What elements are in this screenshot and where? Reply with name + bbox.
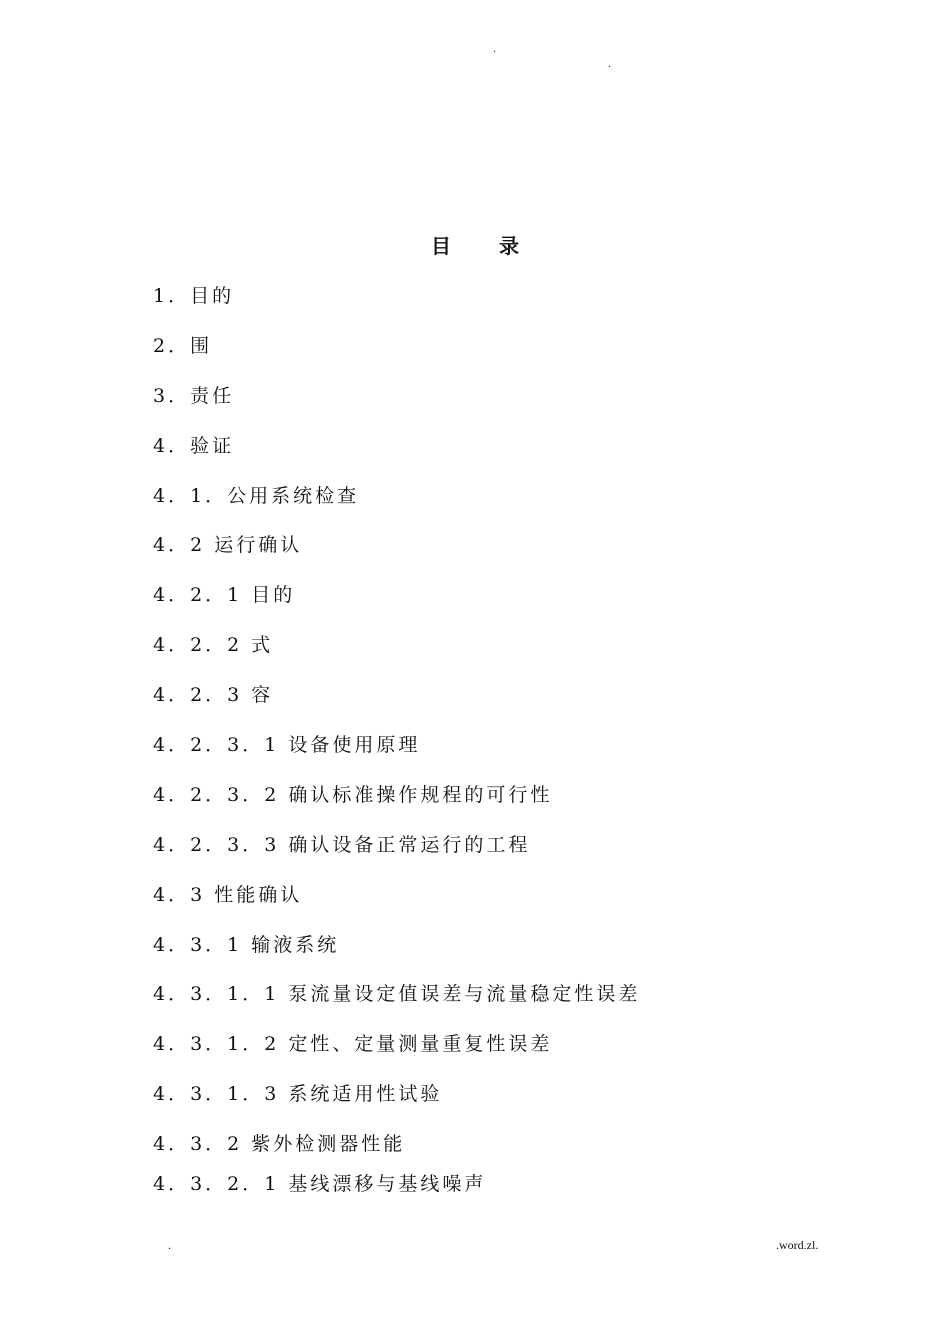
toc-list (153, 283, 640, 1221)
toc-item: 2．围 (153, 334, 213, 357)
toc-item: 4．2 运行确认 (153, 534, 303, 557)
toc-item: 4．2．3 容 (153, 684, 274, 707)
toc-item: 1．目的 (153, 285, 235, 307)
toc-item: 4．2．3．2 确认标准操作规程的可行性 (153, 783, 553, 806)
toc-item: 4．2．2 式 (153, 634, 274, 657)
toc-item: 4．验证 (153, 434, 235, 457)
toc-item: 4．3．1．1 泵流量设定值误差与流量稳定性误差 (153, 983, 641, 1006)
footer-mark-left: . (168, 1238, 171, 1252)
toc-item: 4．1．公用系统检查 (153, 484, 360, 507)
footer-source-mark: .word.zl. (776, 1238, 819, 1252)
toc-item: 3．责任 (153, 384, 235, 407)
toc-item: 4．2．1 目的 (153, 584, 296, 607)
toc-item: 4．2．3．3 确认设备正常运行的工程 (153, 833, 531, 856)
toc-item: 4．3．1．2 定性、定量测量重复性误差 (153, 1033, 553, 1056)
toc-item: 4．3．1 输液系统 (153, 933, 340, 956)
toc-item: 4．3．2 紫外检测器性能 (153, 1133, 406, 1156)
header-mark-left: . (493, 41, 496, 55)
toc-item: 4．2．3．1 设备使用原理 (153, 734, 421, 757)
header-mark-right: . (608, 56, 611, 70)
toc-item: 4．3 性能确认 (153, 883, 303, 906)
toc-title: 目录 (431, 234, 567, 258)
toc-item: 4．3．2．1 基线漂移与基线噪声 (153, 1173, 487, 1196)
toc-item: 4．3．1．3 系统适用性试验 (153, 1083, 443, 1106)
